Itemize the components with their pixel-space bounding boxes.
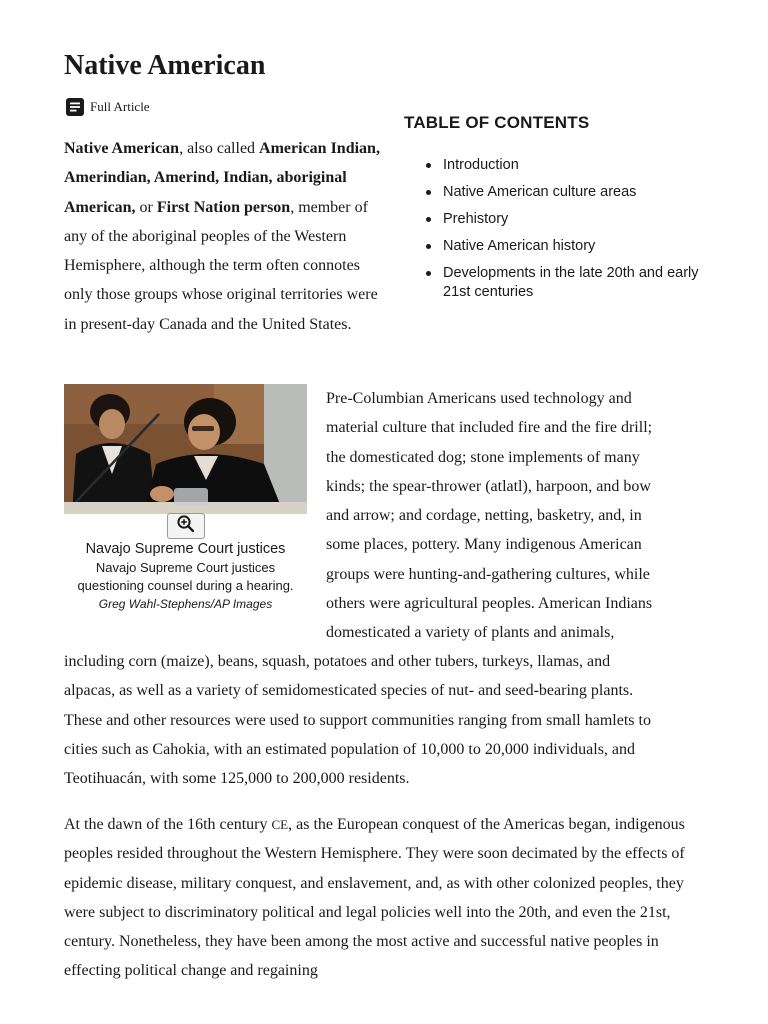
intro-aliases: American Indian, Amerindian, Amerind, Indian, aboriginal American,: [64, 140, 380, 216]
para2-start: At the dawn of the 16th century: [64, 816, 272, 833]
body-paragraph-1-wrap: [326, 384, 704, 648]
body-paragraph-1: [64, 647, 712, 793]
figure-credit: Greg Wahl-Stephens/AP Images: [98, 597, 273, 611]
toc-item-label: Developments in the late 20th and early 21st centuries: [443, 265, 699, 300]
text-line: cities such as Cahokia, with an estimated population of 10,000 to 20,000 individuals, and: [64, 740, 636, 758]
bullet-icon: [426, 190, 431, 195]
text-line: others were agricultural peoples. American Indians: [326, 595, 653, 613]
text-line: kinds; the spear-thrower (atlatl), harpoon, and bow: [326, 477, 651, 495]
toc-item-prehistory[interactable]: [404, 210, 704, 229]
intro-last-alias: First Nation person: [156, 198, 291, 216]
intro-also-called: , also called: [179, 140, 260, 157]
text-line: material culture that included fire and the fire drill;: [326, 419, 653, 437]
text-line: Teotihuacán, with some 125,000 to 200,000 residents.: [64, 770, 410, 788]
bullet-icon: [426, 271, 431, 276]
toc-item-label: Native American history: [443, 238, 596, 254]
table-of-contents: [404, 110, 704, 310]
article-figure: [64, 384, 307, 611]
toc-item-label: Native American culture areas: [443, 184, 637, 200]
bullet-icon: [426, 244, 431, 249]
toc-item-label: Prehistory: [443, 211, 509, 227]
full-article-link[interactable]: [66, 96, 150, 118]
toc-list: [404, 156, 704, 302]
toc-item-history[interactable]: [404, 237, 704, 256]
text-line: and arrow; and cordage, netting, basketry, and, in: [326, 507, 642, 525]
text-line: some places, pottery. Many indigenous American: [326, 536, 642, 554]
figure-photo[interactable]: [64, 384, 307, 514]
intro-paragraph: [64, 134, 384, 339]
era-label: CE: [271, 817, 289, 832]
intro-term: Native American: [64, 140, 180, 157]
text-line: including corn (maize), beans, squash, potatoes and other tubers, turkeys, llamas, and: [64, 653, 611, 670]
text-line: domesticated a variety of plants and animals,: [326, 624, 615, 642]
toc-item-label: Introduction: [443, 157, 519, 173]
para2-rest: , as the European conquest of the Americas began, indigenous peoples resided throughout the Western Hemisphere. They were soon decimated by the effects of epidemic disease, military conquest, and enslavement, and, as with other colonized peoples, they were subject to discriminatory political and legal policies well into the 20th, and even the 21st, century. Nonetheless, they have been among the most active and successful native peoples in effecting political change and regaining: [64, 816, 685, 980]
bullet-icon: [426, 163, 431, 168]
intro-definition: , member of any of the aboriginal peoples of the Western Hemisphere, although the term often connotes only those groups whose original territories were in present-day Canada and the United States.: [64, 198, 378, 333]
intro-or: or: [135, 198, 157, 216]
text-line: alpacas, as well as a variety of semidomesticated species of nut- and seed-bearing plants.: [64, 682, 634, 700]
text-line: These and other resources were used to support communities ranging from small hamlets to: [64, 711, 651, 729]
body-paragraph-2: [64, 810, 712, 986]
toc-item-culture-areas[interactable]: [404, 183, 704, 202]
toc-item-developments[interactable]: [404, 264, 704, 302]
text-line: Pre-Columbian Americans used technology and: [326, 390, 632, 407]
toc-heading: TABLE OF CONTENTS: [404, 113, 590, 132]
toc-item-introduction[interactable]: [404, 156, 704, 175]
figure-title: Navajo Supreme Court justices: [85, 541, 286, 557]
zoom-in-icon: [176, 514, 196, 539]
text-line: groups were hunting-and-gathering cultures, while: [326, 565, 650, 583]
figure-caption: Navajo Supreme Court justices questioning counsel during a hearing.: [77, 560, 294, 593]
page-title: Native American: [64, 50, 266, 81]
bullet-icon: [426, 217, 431, 222]
document-icon: [66, 98, 84, 116]
full-article-label: Full Article: [90, 99, 150, 114]
text-line: the domesticated dog; stone implements of many: [326, 448, 640, 466]
zoom-button[interactable]: [167, 513, 205, 539]
